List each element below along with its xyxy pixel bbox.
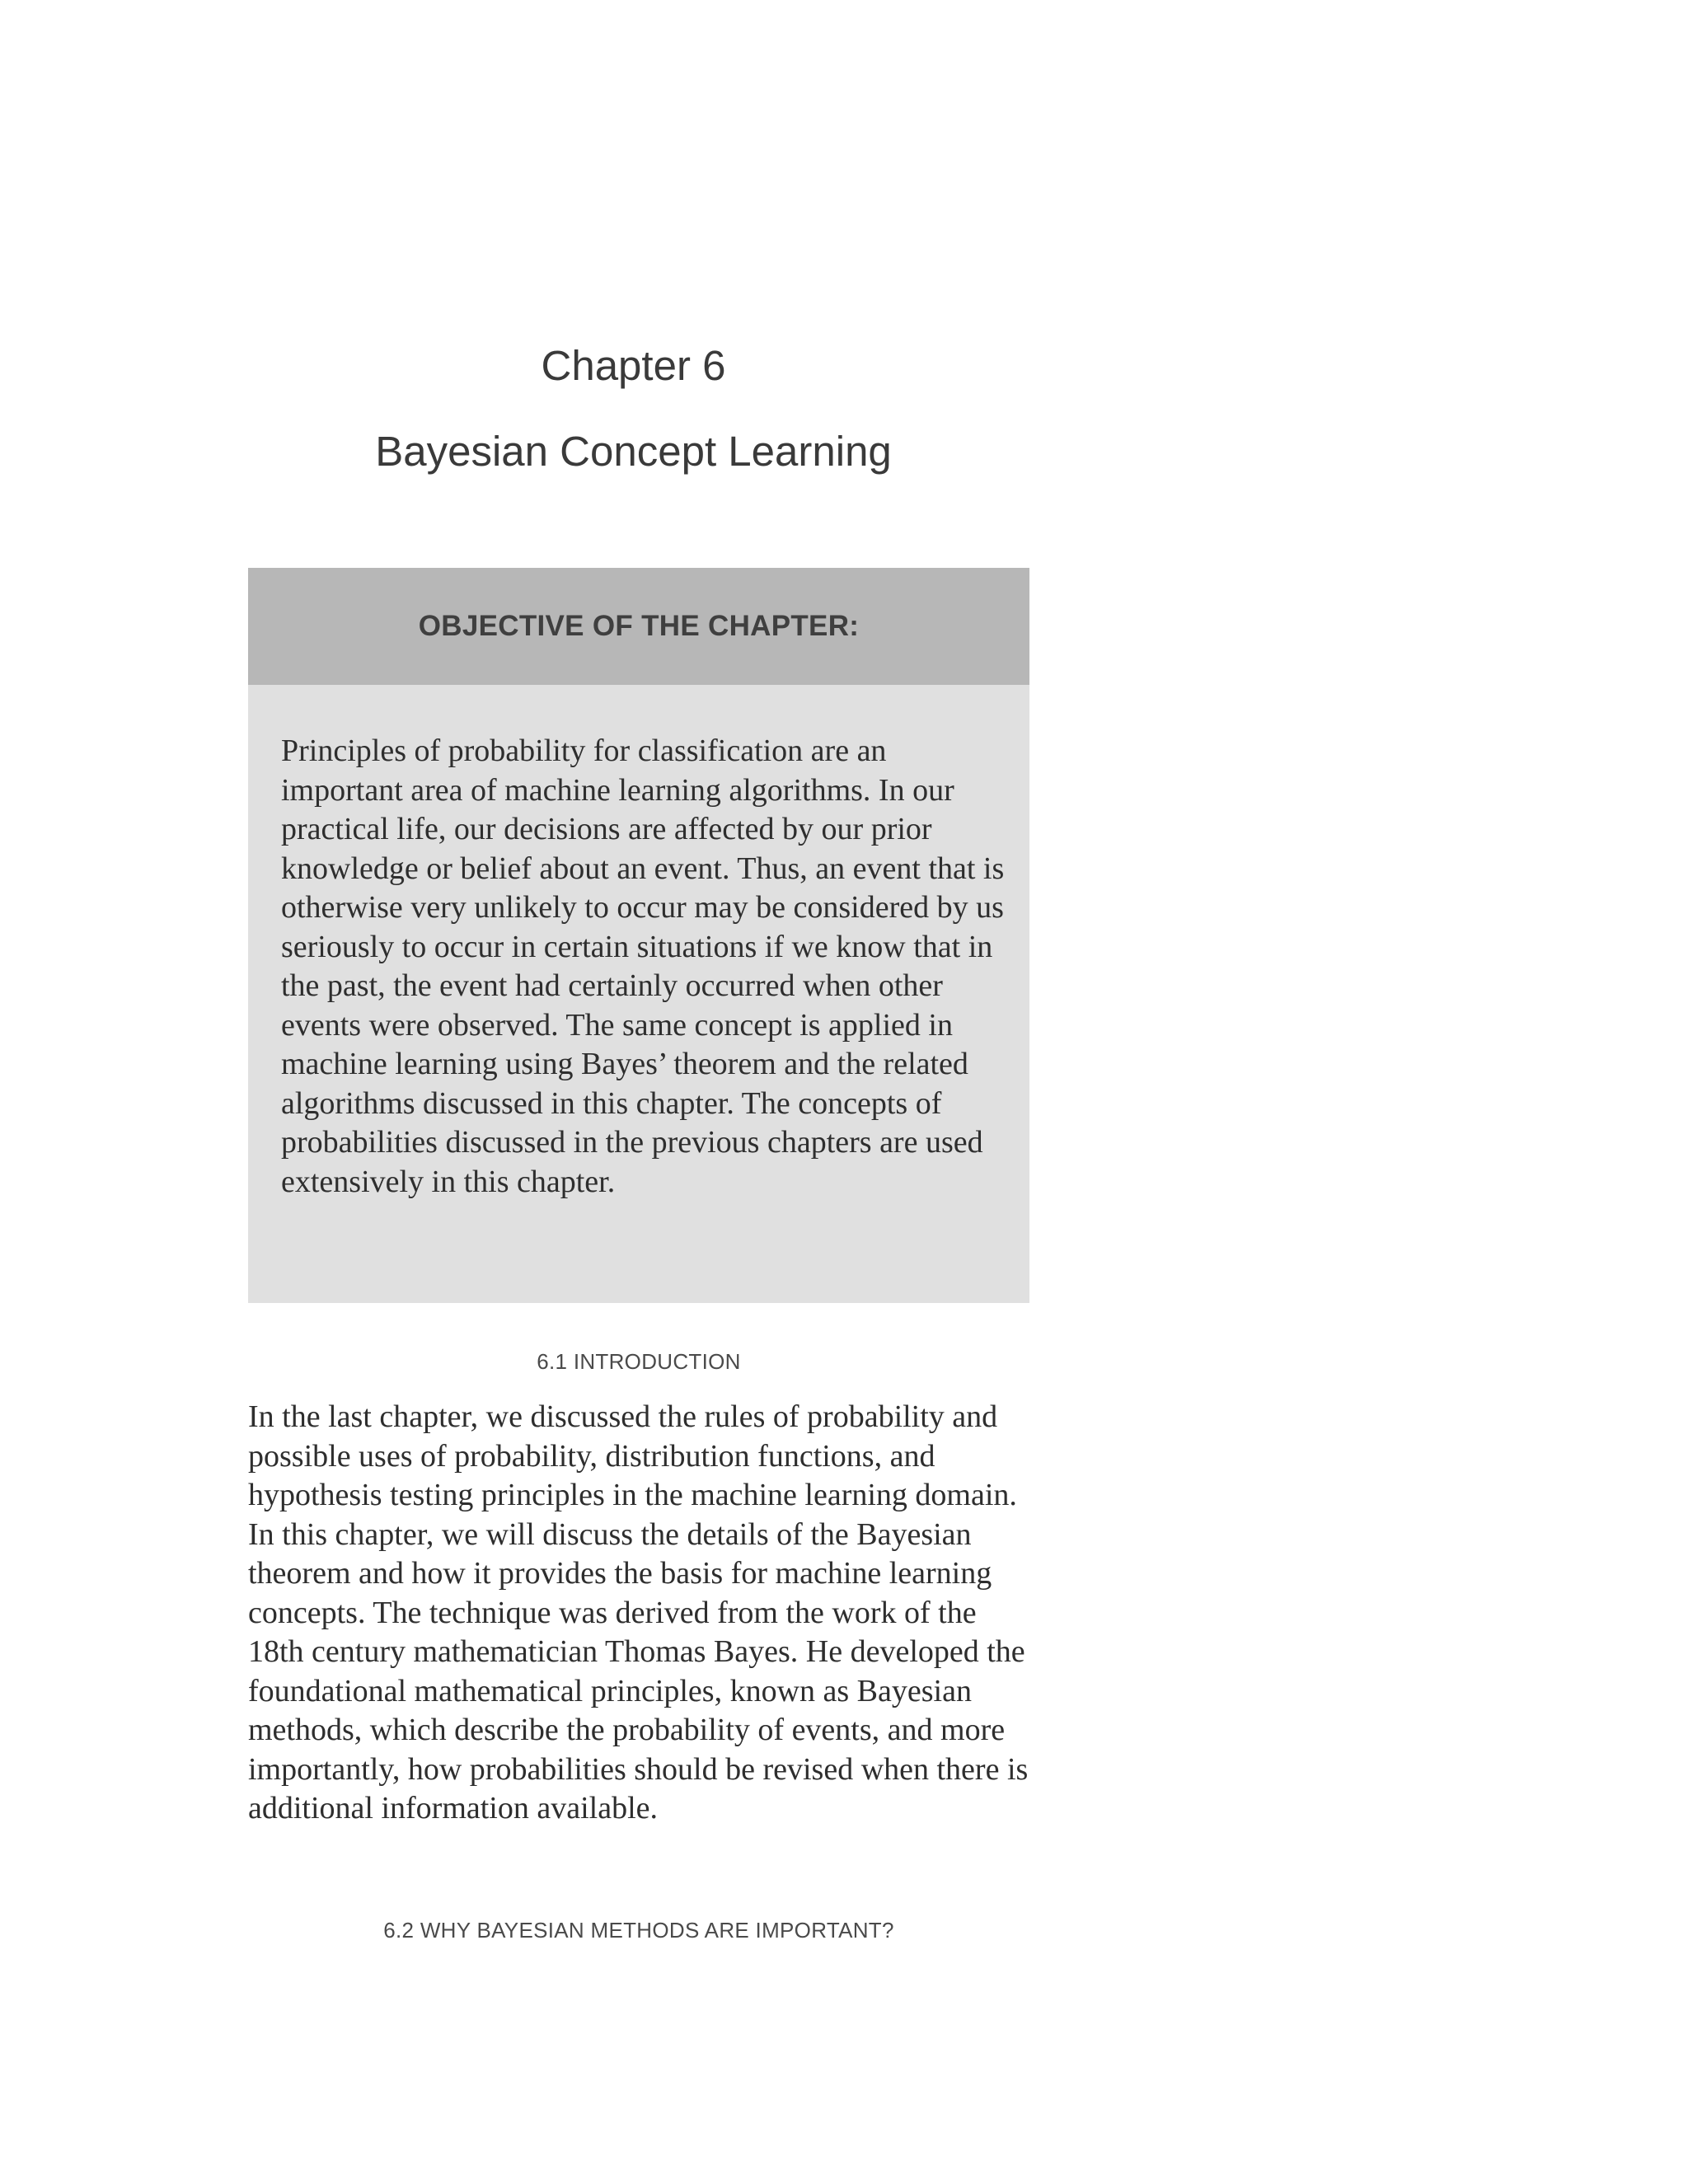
introduction-paragraph: In the last chapter, we discussed the rules of probability and possible uses of probability, distribution functions, and hypothesis testing principles in the machine learning domain. In this chapter, we will discuss the details of the Bayesian theorem and how it provides the basis for machine learning concepts. The technique was derived from the work of the 18th century mathematician Thomas Bayes. He developed the foundational mathematical principles, known as Bayesian methods, which describe the probability of events, and more importantly, how probabilities should be revised when there is additional information available. (248, 1399, 1029, 1825)
objective-heading: OBJECTIVE OF THE CHAPTER: (418, 610, 860, 642)
objective-box (248, 568, 1029, 1303)
chapter-number: Chapter 6 (541, 342, 726, 389)
section-heading-introduction: 6.1 INTRODUCTION (537, 1349, 741, 1374)
section-heading-why-bayesian: 6.2 WHY BAYESIAN METHODS ARE IMPORTANT? (383, 1918, 894, 1943)
objective-header (248, 568, 1029, 685)
objective-paragraph: Principles of probability for classification are an important area of machine learning algorithms. In our practical life, our decisions are affected by our prior knowledge or belief about an event. Thus, an event that is otherwise very unlikely to occur may be considered by us seriously to occur in certain situations if we know that in the past, the event had certainly occurred when other events were observed. The same concept is applied in machine learning using Bayes’ theorem and the related algorithms discussed in this chapter. The concepts of probabilities discussed in the previous chapters are used extensively in this chapter. (281, 733, 1005, 1199)
chapter-title: Bayesian Concept Learning (375, 428, 892, 475)
